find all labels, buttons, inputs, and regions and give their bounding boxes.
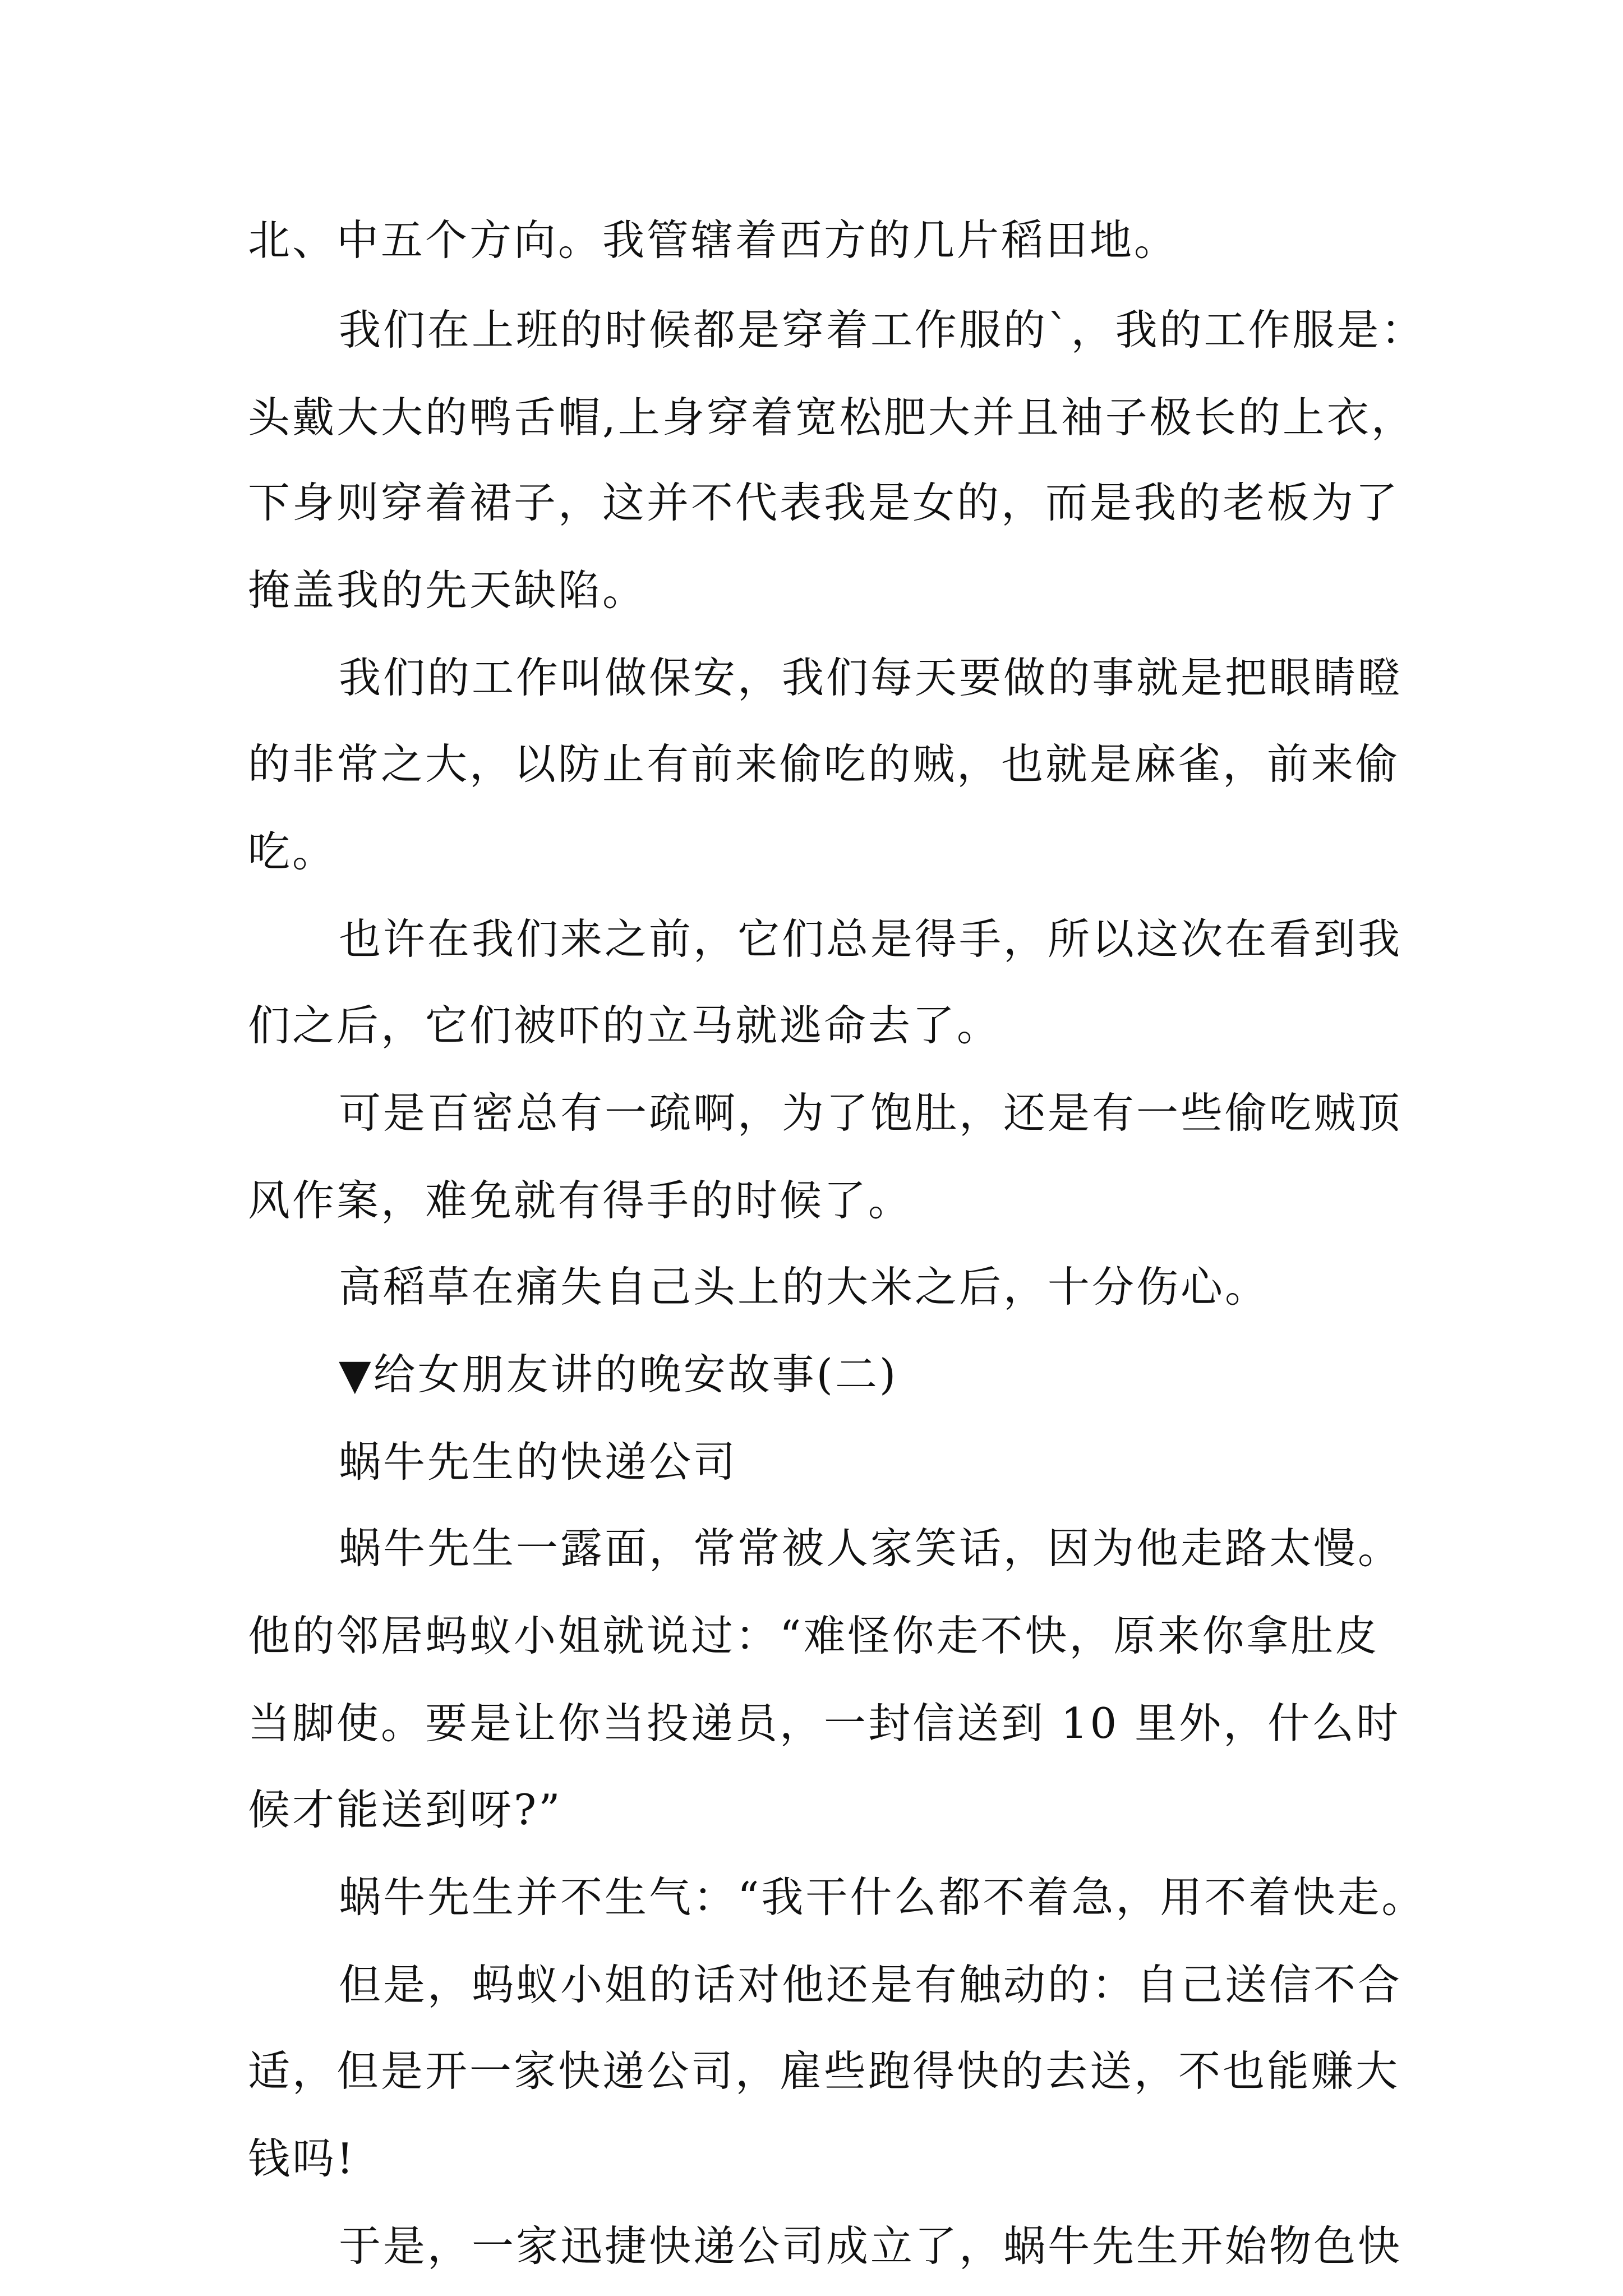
text-line-1: 北、中五个方向。我管辖着西方的几片稻田地。 bbox=[248, 215, 1179, 265]
text-line-20: 蜗牛先生并不生气：“我干什么都不着急，用不着快走。 bbox=[339, 1872, 1426, 1922]
text-line-2: 我们在上班的时候都是穿着工作服的`，我的工作服是： bbox=[339, 305, 1426, 355]
text-line-23: 钱吗! bbox=[248, 2134, 356, 2183]
text-line-22: 适，但是开一家快递公司，雇些跑得快的去送，不也能赚大 bbox=[248, 2046, 1400, 2096]
text-line-13: 高稻草在痛失自己头上的大米之后，十分伤心。 bbox=[339, 1262, 1270, 1312]
text-line-9: 也许在我们来之前，它们总是得手，所以这次在看到我 bbox=[339, 914, 1403, 964]
text-line-7: 的非常之大，以防止有前来偷吃的贼，也就是麻雀，前来偷 bbox=[248, 739, 1400, 789]
text-line-24: 于是，一家迅捷快递公司成立了，蜗牛先生开始物色快 bbox=[339, 2221, 1403, 2271]
text-line-11: 可是百密总有一疏啊，为了饱肚，还是有一些偷吃贼顶 bbox=[339, 1088, 1403, 1138]
text-line-17: 他的邻居蚂蚁小姐就说过：“难怪你走不快，原来你拿肚皮 bbox=[248, 1611, 1380, 1660]
text-line-8: 吃。 bbox=[248, 827, 337, 876]
text-line-12: 风作案，难免就有得手的时候了。 bbox=[248, 1176, 913, 1225]
text-line-21: 但是，蚂蚁小姐的话对他还是有触动的：自己送信不合 bbox=[339, 1960, 1403, 2009]
story-title: 蜗牛先生的快递公司 bbox=[339, 1437, 738, 1487]
text-line-4: 下身则穿着裙子，这并不代表我是女的，而是我的老板为了 bbox=[248, 478, 1400, 527]
text-line-3: 头戴大大的鸭舌帽,上身穿着宽松肥大并且袖子极长的上衣， bbox=[248, 393, 1415, 442]
text-line-10: 们之后，它们被吓的立马就逃命去了。 bbox=[248, 1001, 1002, 1050]
text-line-16: 蜗牛先生一露面，常常被人家笑话，因为他走路太慢。 bbox=[339, 1524, 1403, 1573]
text-line-19: 候才能送到呀?” bbox=[248, 1785, 562, 1834]
section-heading: ▼给女朋友讲的晚安故事(二) bbox=[339, 1350, 898, 1399]
text-line-5: 掩盖我的先天缺陷。 bbox=[248, 565, 647, 615]
text-line-6: 我们的工作叫做保安，我们每天要做的事就是把眼睛瞪 bbox=[339, 653, 1403, 702]
text-line-18: 当脚使。要是让你当投递员，一封信送到 10 里外，什么时 bbox=[248, 1699, 1401, 1748]
